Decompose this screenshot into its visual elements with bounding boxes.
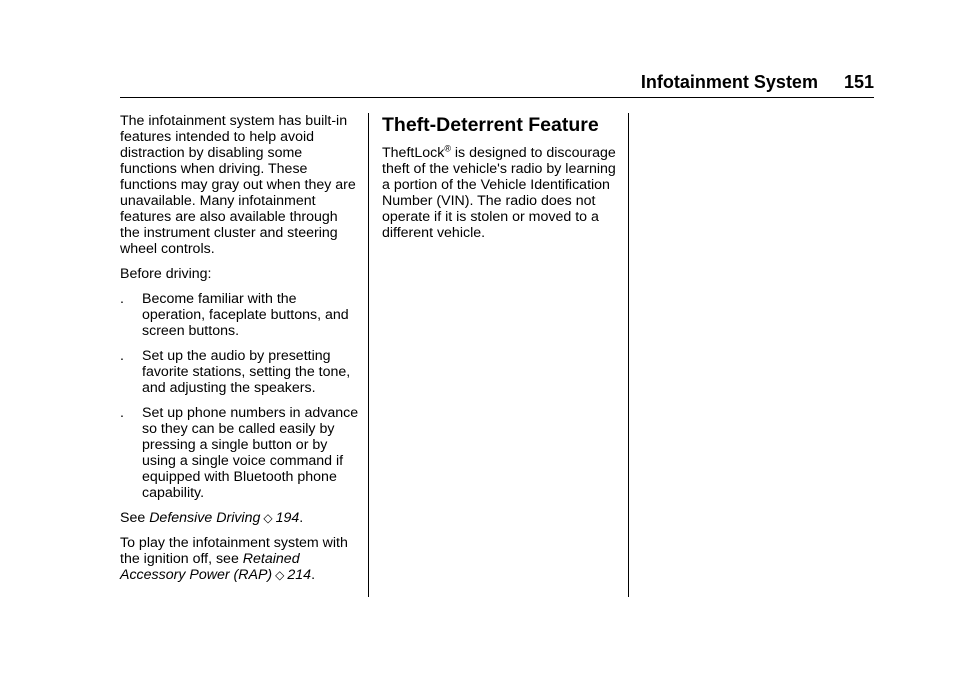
bullet-text: Set up phone numbers in advance so they can be called easily by pressing a single button or by using a single voice command if equipped with Bluetooth phone capability. (142, 405, 359, 501)
defensive-driving-link[interactable] (149, 510, 299, 526)
registered-mark: ® (444, 143, 451, 154)
bullet-text: Set up the audio by presetting favorite stations, setting the tone, and adjusting the speakers. (142, 348, 351, 396)
defensive-driving-page: 194 (275, 510, 300, 526)
rap-label: Retained Accessory Power (RAP) (120, 551, 300, 583)
bullet-item (120, 291, 360, 339)
rap-page: 214 (287, 567, 312, 583)
bullet-text: Become familiar with the operation, faceplate buttons, and screen buttons. (142, 291, 349, 339)
intro-paragraph: The infotainment system has built-in features intended to help avoid distraction by disabling some functions when driving. These functions may gray out when they are unavailable. Many infotainment features are also available through the instrument cluster and steering wheel controls. (120, 113, 356, 257)
see-suffix: . (299, 510, 304, 526)
bullet-marker: . (120, 405, 124, 421)
left-column (120, 113, 360, 592)
column-divider-right (628, 113, 629, 597)
brand-name: TheftLock (382, 145, 445, 161)
see-prefix: See (120, 510, 150, 526)
rap-text: To play the infotainment system with the ignition off, see (120, 535, 348, 567)
bullet-marker: . (120, 348, 124, 364)
page-ref-icon: ◇ (263, 511, 273, 525)
theft-paragraph (382, 145, 620, 241)
middle-column (382, 113, 620, 250)
column-divider-left (368, 113, 369, 597)
see-also-paragraph (120, 510, 360, 526)
bullet-item (120, 348, 360, 396)
rap-suffix: . (311, 567, 316, 583)
rap-paragraph (120, 535, 360, 583)
defensive-driving-label: Defensive Driving (149, 510, 261, 526)
bullet-marker: . (120, 291, 124, 307)
header-rule (120, 97, 874, 98)
before-driving-label: Before driving: (120, 266, 212, 282)
page-ref-icon: ◇ (275, 568, 285, 582)
page-header (641, 72, 874, 93)
section-heading: Theft-Deterrent Feature (382, 114, 599, 136)
section-title: Infotainment System (640, 72, 818, 92)
theft-body: is designed to discourage theft of the vehicle's radio by learning a portion of the Vehicle Identification Number (VIN). The radio does not operate if it is stolen or moved to a different vehicle. (382, 145, 616, 241)
page-number: 151 (843, 72, 874, 92)
bullet-item (120, 405, 360, 501)
